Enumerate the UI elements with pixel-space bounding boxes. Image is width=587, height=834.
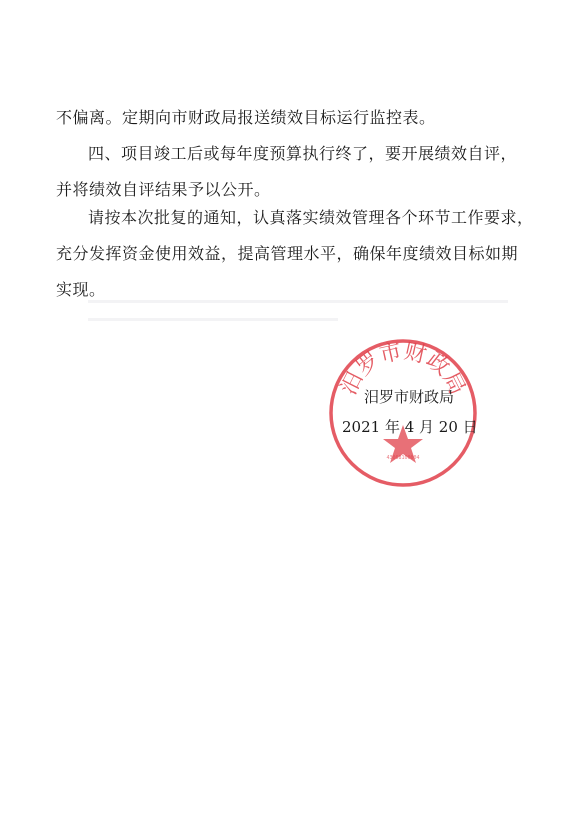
text-line: 不偏离。定期向市财政局报送绩效目标运行监控表。: [56, 108, 436, 127]
text-line: 四、项目竣工后或每年度预算执行终了，要开展绩效自评，: [88, 144, 518, 163]
text-line: 请按本次批复的通知，认真落实绩效管理各个环节工作要求，: [88, 208, 534, 227]
paragraph-implementation: [56, 200, 534, 308]
bleed-through-mark: [88, 318, 338, 321]
svg-text:汨罗市财政局: 汨罗市财政局: [336, 339, 470, 400]
paragraph-self-evaluation: [56, 136, 526, 208]
text-line: 并将绩效自评结果予以公开。: [56, 180, 271, 199]
text-line: 充分发挥资金使用效益，提高管理水平，确保年度绩效目标如期: [56, 244, 519, 263]
svg-text:43068100004: 43068100004: [386, 455, 420, 461]
issue-date: 2021 年 4 月 20 日: [342, 418, 478, 436]
issuer-name: 汨罗市财政局: [364, 388, 455, 406]
official-seal-icon: [327, 337, 479, 489]
text-line: 实现。: [56, 280, 106, 299]
paragraph-monitoring: [56, 100, 526, 136]
